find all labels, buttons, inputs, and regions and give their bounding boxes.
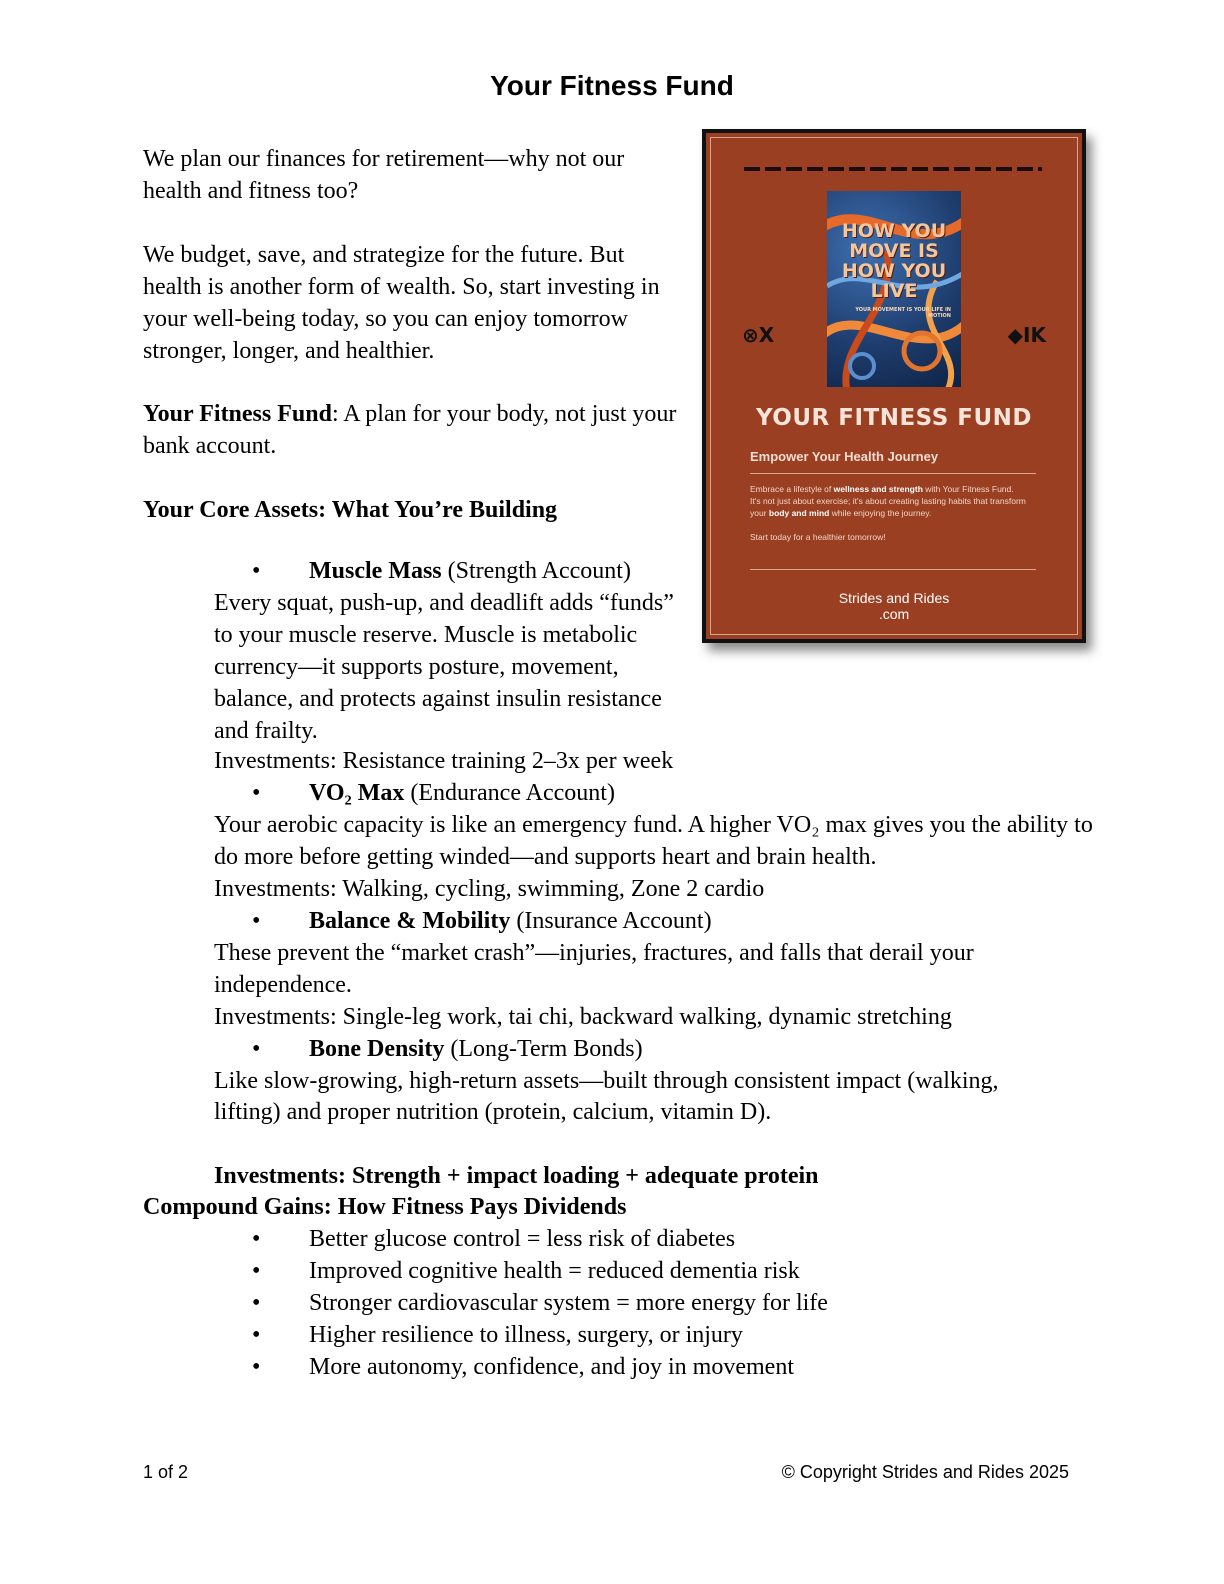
asset-description: Every squat, push-up, and deadlift adds “funds” to your muscle reserve. Muscle is metabolic currency—it supports posture, movement, balance, and protects against insulin resistance and frailty. [214, 589, 674, 744]
poster-divider-top [750, 473, 1036, 474]
list-item: • Stronger cardiovascular system = more energy for life [214, 1288, 828, 1320]
list-item: • Higher resilience to illness, surgery, or injury [214, 1320, 828, 1352]
asset-description: Your aerobic capacity is like an emergency fund. A higher VO₂ max gives you the ability to do more before getting winded—and supports heart and brain health. [214, 812, 1093, 871]
list-item: • Improved cognitive health = reduced dementia risk [214, 1256, 828, 1288]
core-assets-list [214, 556, 1094, 1193]
poster-subheading: Empower Your Health Journey [750, 449, 939, 464]
fund-name: Your Fitness Fund [143, 401, 332, 428]
poster-body-line-1: Embrace a lifestyle of wellness and strength with Your Fitness Fund. [750, 484, 1014, 494]
asset-investments: Investments: Single-leg work, tai chi, backward walking, dynamic stretching [214, 1003, 952, 1030]
asset-description: These prevent the “market crash”—injuries, fractures, and falls that derail your independence. [214, 939, 974, 998]
asset-investments: Investments: Strength + impact loading + adequate protein [214, 1163, 819, 1190]
list-item: • Better glucose control = less risk of diabetes [214, 1224, 828, 1256]
intro-paragraph-2: We budget, save, and strategize for the future. But health is another form of wealth. So, start investing in your well-being today, so you can enjoy tomorrow stronger, longer, and healthier. [143, 241, 660, 364]
brand-logo-right-icon: ◆IK [1007, 323, 1046, 347]
page-title: Your Fitness Fund [490, 70, 734, 101]
list-item: • More autonomy, confidence, and joy in movement [214, 1352, 828, 1384]
asset-title: • Balance & Mobility (Insurance Account) [214, 906, 1094, 938]
compound-gains-heading: Compound Gains: How Fitness Pays Dividends [143, 1194, 627, 1220]
page-number: 1 of 2 [143, 1462, 189, 1482]
poster-body [750, 483, 1040, 543]
intro-paragraph-3 [143, 399, 688, 463]
core-assets-heading: Your Core Assets: What You’re Building [143, 497, 558, 524]
gains-list [214, 1224, 828, 1384]
poster-heading: YOUR FITNESS FUND [755, 405, 1033, 431]
asset-title: • VO₂ Max (Endurance Account) [214, 778, 1094, 810]
cover-title: HOW YOU MOVE IS HOW YOU LIVE [841, 220, 947, 302]
asset-investments: Investments: Resistance training 2–3x per week [214, 748, 674, 775]
asset-investments: Investments: Walking, cycling, swimming, Zone 2 cardio [214, 876, 765, 903]
asset-title: • Bone Density (Long-Term Bonds) [214, 1034, 1094, 1066]
poster-dash-divider [744, 167, 1042, 171]
asset-description: Like slow-growing, high-return assets—built through consistent impact (walking, lifting) and proper nutrition (protein, calcium, vitamin D). [214, 1067, 999, 1126]
fund-tagline: : A plan for your body, not just your bank account. [143, 401, 677, 460]
poster-website: Strides and Rides .com [838, 590, 950, 622]
cover-subtitle: YOUR MOVEMENT IS YOUR LIFE IN MOTION [855, 307, 951, 319]
poster-body-line-3: Start today for a healthier tomorrow! [750, 532, 886, 542]
poster-body-line-2: It's not just about exercise; it's about creating lasting habits that transform your body and mind while enjoying the journey. [750, 496, 1026, 518]
brand-logo-left-icon: ⊗X [742, 323, 775, 347]
cover-art-image [827, 191, 961, 387]
intro-paragraph-1: We plan our finances for retirement—why not our health and fitness too? [143, 146, 625, 204]
asset-title: • Muscle Mass (Strength Account) [214, 556, 1094, 588]
intro-section [143, 144, 688, 527]
copyright-notice: © Copyright Strides and Rides 2025 [781, 1462, 1069, 1482]
